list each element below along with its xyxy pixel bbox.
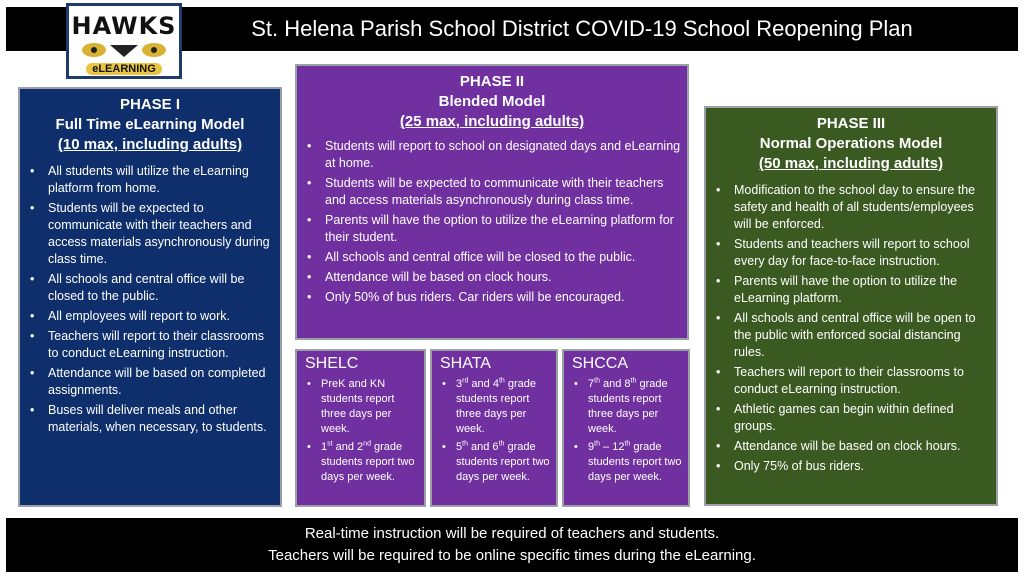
list-item: • All employees will report to work.	[48, 308, 274, 325]
logo-subtitle: eLEARNING	[86, 63, 162, 75]
list-item: • Attendance will be based on clock hours.	[325, 269, 681, 286]
list-item: • Teachers will report to their classrooms to conduct eLearning instruction.	[734, 364, 990, 398]
phase-2-panel	[295, 64, 689, 340]
phase-1-heading	[20, 95, 280, 155]
school-name: SHCCA	[572, 355, 629, 372]
phase-1-panel	[18, 87, 282, 507]
phase-3-heading	[706, 114, 996, 174]
list-item: • Only 75% of bus riders.	[734, 458, 990, 475]
school-panel-shata	[430, 349, 558, 507]
list-item: • PreK and KN students report three days per week.	[321, 377, 418, 437]
school-panel-shcca	[562, 349, 690, 507]
list-item: • Parents will have the option to utilize the eLearning platform for their student.	[325, 212, 681, 246]
phase-1-limit: (10 max, including adults)	[57, 136, 243, 153]
list-item: • Students will be expected to communicate with their teachers and access materials asynchronously during class time.	[325, 175, 681, 209]
list-item: • All schools and central office will be open to the public with enforced social distancing rules.	[734, 310, 990, 361]
list-item: • All schools and central office will be closed to the public.	[325, 249, 681, 266]
footer-line-2: Teachers will be required to be online specific times during the eLearning.	[268, 547, 756, 564]
phase-3-limit: (50 max, including adults)	[758, 155, 944, 172]
phase-2-heading	[297, 72, 687, 132]
list-item: • 5th and 6th grade students report two days per week.	[456, 440, 550, 485]
school-list	[432, 377, 556, 485]
list-item: • Only 50% of bus riders. Car riders will be encouraged.	[325, 289, 681, 306]
phase-3-label: PHASE III	[816, 115, 886, 132]
list-item: • 3rd and 4th grade students report three days per week.	[456, 377, 550, 437]
list-item: • All students will utilize the eLearning platform from home.	[48, 163, 274, 197]
list-item: • All schools and central office will be closed to the public.	[48, 271, 274, 305]
list-item: • 7th and 8th grade students report three days per week.	[588, 377, 682, 437]
list-item: • Attendance will be based on completed assignments.	[48, 365, 274, 399]
list-item: • Students will be expected to communicate with their teachers and access materials asynchronously during class time.	[48, 200, 274, 268]
phase-2-list	[297, 138, 687, 306]
phase-3-name: Normal Operations Model	[759, 135, 943, 152]
list-item: • Buses will deliver meals and other materials, when necessary, to students.	[48, 402, 274, 436]
phase-2-name: Blended Model	[438, 93, 546, 110]
list-item: • Attendance will be based on clock hours.	[734, 438, 990, 455]
list-item: • 1st and 2nd grade students report two days per week.	[321, 440, 418, 485]
logo-wordmark: HAWKS	[71, 12, 177, 40]
footer-line-1: Real-time instruction will be required of teachers and students.	[304, 525, 720, 542]
school-list	[297, 377, 424, 485]
list-item: • Teachers will report to their classrooms to conduct eLearning instruction.	[48, 328, 274, 362]
school-name: SHATA	[440, 355, 491, 372]
school-panel-shelc	[295, 349, 426, 507]
phase-2-label: PHASE II	[459, 73, 525, 90]
list-item: • Athletic games can begin within defined groups.	[734, 401, 990, 435]
phase-1-label: PHASE I	[119, 96, 180, 113]
list-item: • 9th – 12th grade students report two days per week.	[588, 440, 682, 485]
list-item: • Students will report to school on designated days and eLearning at home.	[325, 138, 681, 172]
phase-3-panel	[704, 106, 998, 506]
hawks-logo	[66, 3, 182, 79]
school-name: SHELC	[305, 355, 359, 372]
phase-2-limit: (25 max, including adults)	[399, 113, 585, 130]
phase-3-list	[706, 182, 996, 475]
list-item: • Modification to the school day to ensure the safety and health of all students/employees will be enforced.	[734, 182, 990, 233]
list-item: • Students and teachers will report to school every day for face-to-face instruction.	[734, 236, 990, 270]
phase-1-list	[20, 163, 280, 436]
school-list	[564, 377, 688, 485]
phase-1-name: Full Time eLearning Model	[55, 116, 245, 133]
page-title: St. Helena Parish School District COVID-19 School Reopening Plan	[251, 16, 913, 41]
hawk-eyes-icon	[80, 41, 168, 59]
list-item: • Parents will have the option to utilize the eLearning platform.	[734, 273, 990, 307]
footer-bar	[6, 518, 1018, 572]
